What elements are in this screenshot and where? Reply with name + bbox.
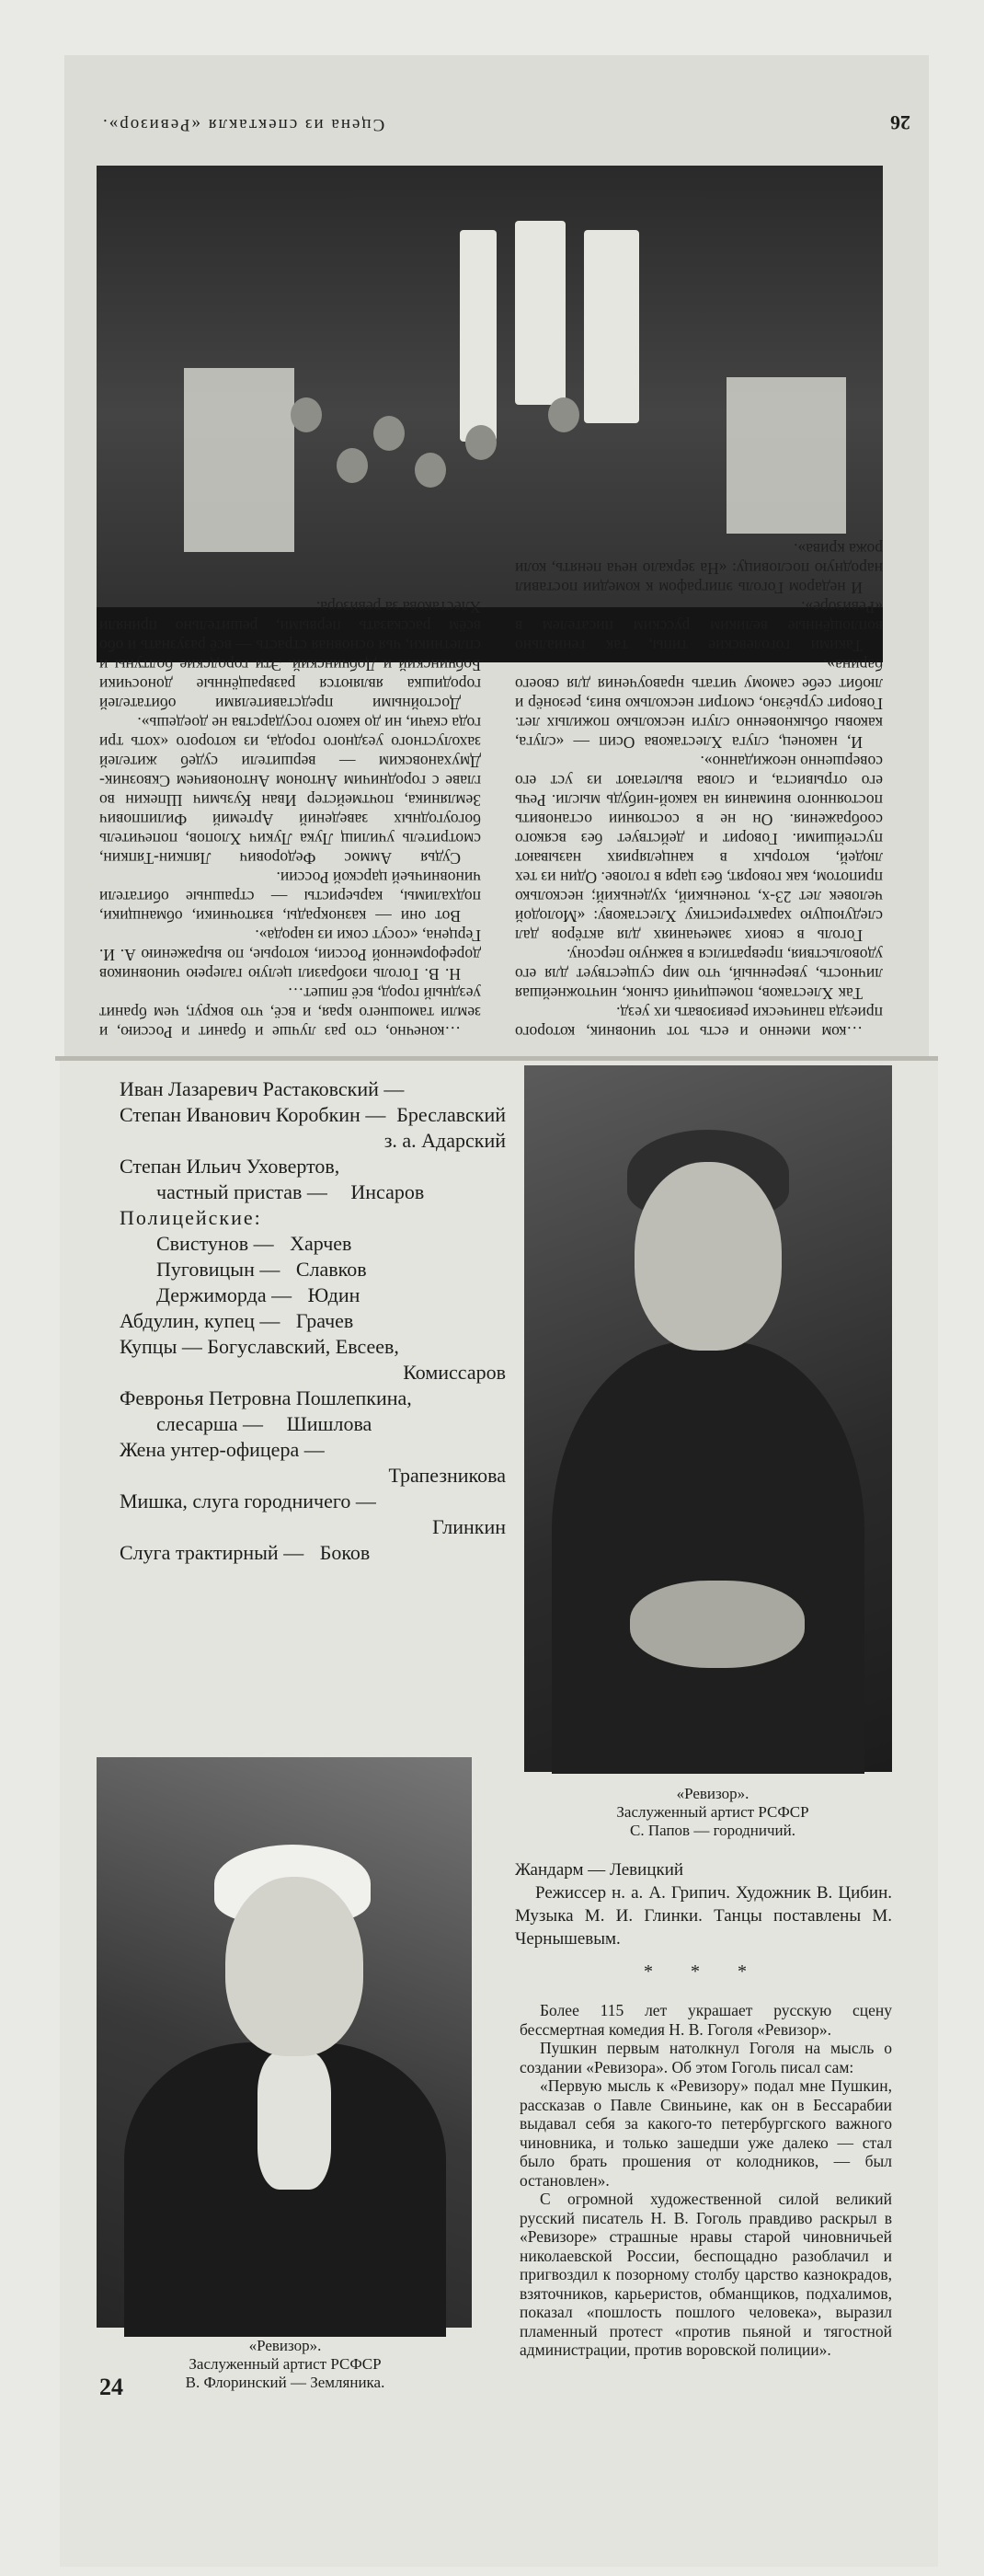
cast-role: Степан Ильич Уховертов,	[120, 1155, 340, 1178]
portrait-photo-florinsky	[97, 1757, 472, 2328]
credits-staff: Режиссер н. а. А. Грипич. Художник В. Цибин. Музыка М. И. Глинки. Танцы поставлены М. Чернышевым.	[515, 1883, 892, 1949]
cast-row	[120, 1257, 506, 1282]
cast-role: Иван Лазаревич Растаковский —	[120, 1077, 405, 1100]
cast-role: Свистунов —	[156, 1232, 274, 1255]
cast-role: Мишка, слуга городничего —	[120, 1489, 376, 1512]
essay-paragraph: С огромной художественной силой великий русский писатель Н. В. Гоголь правдиво раскрыл в «Ревизоре» страшные нравы старой чиновничьей николаевской России, беспощадно разоблачил и пригвоздил к позорному столбу царство казнокрадов, взяточников, карьеристов, обманщиков, подхалимов, показал «пошлость пошлого человека», выразил пламенный протест «против пьяной и тягостной администрации, против воровской полиции».	[520, 2190, 892, 2359]
cast-row	[120, 1386, 506, 1411]
cast-row	[120, 1128, 506, 1154]
production-credits	[515, 1858, 892, 1950]
cast-actor: Юдин	[307, 1283, 360, 1306]
cast-row	[120, 1540, 506, 1566]
upper-text-column-left	[515, 540, 883, 1041]
upper-left-paragraph: Гоголь в своих замечаниях для актёров дал следующую характеристику Хлестакову: «Молодой человек лет 23-х, тоненький, худенький; несколько припотом, как говорят, без царя в голове. Один из тех людей, которых в канцеляриях называют пустейшими. Говорит и действует без всякого соображения. Он не в состоянии остановить постоянного внимания на какой-нибудь мысли. Речь его отрывиста, и слова вылетают из уст его совершенно неожиданно».	[515, 753, 883, 945]
cast-actor: Бреславский	[396, 1103, 506, 1126]
cast-row	[120, 1231, 506, 1257]
cast-actor: Боков	[319, 1541, 371, 1564]
caption-line: В. Флоринский — Земляника.	[185, 2374, 385, 2391]
photo-caption-papov	[533, 1785, 892, 1840]
cast-row	[120, 1360, 506, 1386]
upper-right-paragraph: …конечно, сто раз лучше и бранит и Россию, и земли тамошнего края, и всё, что вокруг, чем бранит уездный город, всё пишет…	[99, 984, 481, 1041]
portrait-photo-papov	[524, 1065, 892, 1772]
upper-right-paragraph: Н. В. Гоголь изобразил целую галерею чиновников дореформенной России, которые, по выражению А. И. Герцена, «сосут соки из народа».	[99, 926, 481, 983]
cast-role: Февронья Петровна Пошлепкина,	[120, 1386, 412, 1409]
cast-actor: Комиссаров	[403, 1361, 506, 1384]
cast-actor: Инсаров	[350, 1180, 425, 1203]
photo-caption-florinsky	[97, 2337, 474, 2392]
upper-text-column-right	[99, 598, 481, 1041]
essay-paragraph: Пушкин первым натолкнул Гоголя на мысль о создании «Ревизора». Об этом Гоголь писал сам:	[520, 2039, 892, 2076]
upper-left-paragraph: И, наконец, слуга Хлестакова Осип — «слуга, каковы обыкновенно слуги несколько пожилых лет. Говорит сурьёзно, смотрит несколько вниз, резонёр и любит себе самому читать нравоучения для своего барина».	[515, 656, 883, 752]
cast-actor: Славков	[295, 1258, 367, 1281]
section-separator: * * *	[644, 1961, 763, 1982]
running-head-page-number: 26	[890, 111, 910, 134]
essay-paragraph: «Первую мысль к «Ревизору» подал мне Пушкин, рассказав о Павле Свиньине, как он в Бессарабии выдавал себя за какого-то петербургского важного чиновника, и только зашедши уже далеко — стал было брать прошения от колодников, — был остановлен».	[520, 2076, 892, 2190]
running-head	[101, 103, 910, 134]
upper-right-paragraph: Судья Аммос Федорович Ляпкин-Тяпкин, смотритель училищ Лука Лукич Хлопов, попечитель богоугодных заведений Артемий Филиппович Земляника, почтмейстер Иван Кузьмич Шпекин во главе с городничим Антоном Антоновичем Сквозник-Дмухановским — вершители судеб жителей захолустного уездного города, из которого «хоть три года скачи, ни до какого государства не доедешь».	[99, 714, 481, 868]
cast-row	[120, 1437, 506, 1463]
cast-list	[120, 1076, 506, 1566]
caption-line: Заслуженный артист РСФСР	[189, 2355, 382, 2373]
cast-row	[120, 1489, 506, 1514]
cast-actor: з. а. Адарский	[383, 1129, 506, 1152]
cast-role: слесарша —	[156, 1412, 264, 1435]
cast-role: частный пристав —	[156, 1180, 327, 1203]
cast-role: Купцы — Богуславский, Евсеев,	[120, 1335, 399, 1358]
cast-actor: Грачев	[295, 1309, 354, 1332]
upper-right-paragraph: Достойными представителями обитателей городишка являются развращённые доносчики Бобчинский и Добчинский. Эти городские болтуны и сплетники, чья основная страсть — всё разузнать и обо всём рассказать первыми, решительно приняли Хлестакова за ревизора.	[99, 598, 481, 713]
caption-title: «Ревизор».	[248, 2337, 322, 2354]
cast-role: Степан Иванович Коробкин —	[120, 1103, 386, 1126]
caption-line: С. Папов — городничий.	[630, 1822, 795, 1839]
cast-role: Абдулин, купец —	[120, 1309, 280, 1332]
upper-left-paragraph: Так Хлестаков, помещичий сынок, ничтожнейшая личность, уверенный, что мир существует для его удовольствия, превратился в важную персону.	[515, 946, 883, 1003]
cast-row	[120, 1308, 506, 1334]
cast-row	[120, 1282, 506, 1308]
upper-left-paragraph: …ком именно и есть тот чиновник, которого приезда панически ревизовать их уезд.	[515, 1004, 883, 1041]
cast-actor: Харчев	[290, 1232, 352, 1255]
caption-line: Заслуженный артист РСФСР	[616, 1803, 809, 1821]
cast-role: Жена унтер-офицера —	[120, 1438, 325, 1461]
cast-actor: Трапезникова	[388, 1464, 506, 1487]
cast-role: Пуговицын —	[156, 1258, 280, 1281]
running-head-title: Сцена из спектакля «Ревизор».	[101, 115, 385, 134]
page-number: 24	[99, 2374, 123, 2400]
cast-row	[120, 1411, 506, 1437]
page-fold	[55, 1056, 938, 1061]
cast-role: Слуга трактирный —	[120, 1541, 304, 1564]
cast-row	[120, 1334, 506, 1360]
cast-row	[120, 1463, 506, 1489]
essay-paragraph: Более 115 лет украшает русскую сцену бессмертная комедия Н. В. Гоголя «Ревизор».	[520, 2001, 892, 2039]
upper-left-paragraph: И недаром Гоголь эпиграфом к комедии поставил народную пословицу: «На зеркало неча пенять, коли рожа крива».	[515, 540, 883, 597]
caption-title: «Ревизор».	[676, 1785, 749, 1802]
cast-row	[120, 1514, 506, 1540]
cast-actor: Глинкин	[432, 1515, 506, 1538]
cast-group-heading: Полицейские:	[120, 1206, 262, 1229]
credits-gendarme: Жандарм — Левицкий	[515, 1860, 684, 1880]
cast-row	[120, 1205, 506, 1231]
upper-left-paragraph: Такими гоголевские типы, так гениально воплощённые великим русским писателем в «Ревизоре».	[515, 598, 883, 655]
upper-right-paragraph: Вот они — казнокрады, взяточники, обманщики, подхалимы, карьеристы — страшные обитатели чиновничьей царской России.	[99, 868, 481, 926]
cast-row	[120, 1154, 506, 1179]
cast-role: Держиморда —	[156, 1283, 292, 1306]
cast-actor: Шишлова	[286, 1412, 372, 1435]
essay-text	[520, 2001, 892, 2360]
cast-row	[120, 1179, 506, 1205]
